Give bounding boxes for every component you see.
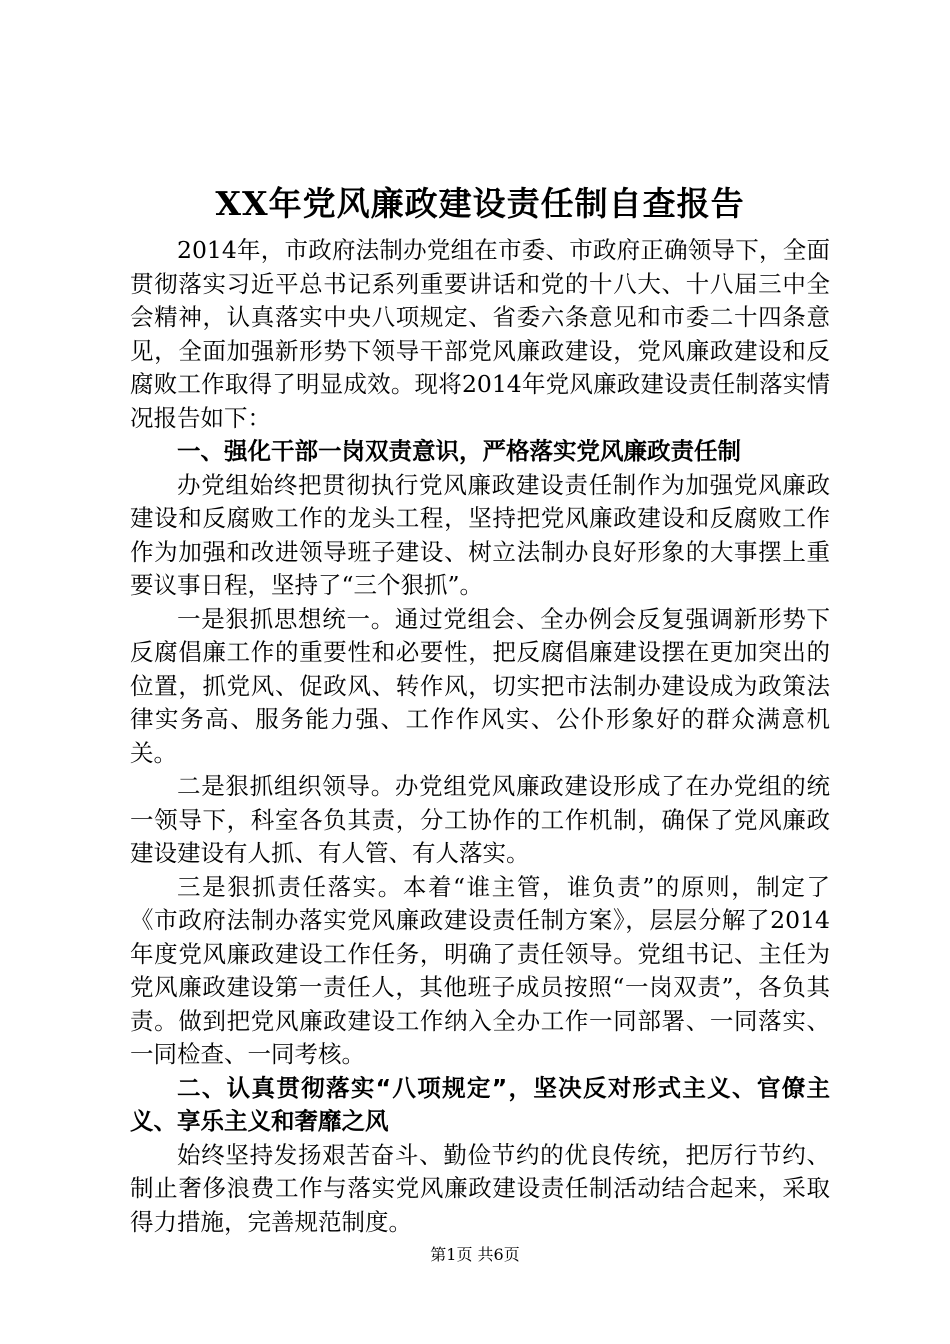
section-2-heading: 二、认真贯彻落实“八项规定”，坚决反对形式主义、官僚主义、享乐主义和奢靡之风 <box>130 1073 830 1135</box>
section-1-paragraph-2: 一是狠抓思想统一。通过党组会、全办例会反复强调新形势下反腐倡廉工作的重要性和必要性，把反腐倡廉建设摆在更加突出的位置，抓党风、促政风、转作风，切实把市法制办建设成为政策法律实务高、服务能力强、工作作风实、公仆形象好的群众满意机关。 <box>130 604 830 767</box>
section-1-paragraph-3: 二是狠抓组织领导。办党组党风廉政建设形成了在办党组的统一领导下，科室各负其责，分工协作的工作机制，确保了党风廉政建设建设有人抓、有人管、有人落实。 <box>130 772 830 867</box>
section-1-heading: 一、强化干部一岗双责意识，严格落实党风廉政责任制 <box>177 437 741 465</box>
section-1-paragraph-4: 三是狠抓责任落实。本着“谁主管，谁负责”的原则，制定了《市政府法制办落实党风廉政建设责任制方案》，层层分解了2014年度党风廉政建设工作任务，明确了责任领导。党组书记、主任为党风廉政建设第一责任人，其他班子成员按照“一岗双责”，各负其责。做到把党风廉政建设工作纳入全办工作一同部署、一同落实、一同检查、一同考核。 <box>130 872 830 1068</box>
page-footer: 第1页 共6页 <box>430 1245 520 1264</box>
document-page <box>130 178 830 1239</box>
document-title: XX年党风廉政建设责任制自查报告 <box>215 184 745 223</box>
section-1-paragraph-1: 办党组始终把贯彻执行党风廉政建设责任制作为加强党风廉政建设和反腐败工作的龙头工程，坚持把党风廉政建设和反腐败工作作为加强和改进领导班子建设、树立法制办良好形象的大事摆上重要议事日程，坚持了“三个狠抓”。 <box>130 470 830 599</box>
section-2-paragraph-1: 始终坚持发扬艰苦奋斗、勤俭节约的优良传统，把厉行节约、制止奢侈浪费工作与落实党风廉政建设责任制活动结合起来，采取得力措施，完善规范制度。 <box>130 1140 830 1236</box>
intro-paragraph: 2014年，市政府法制办党组在市委、市政府正确领导下，全面贯彻落实习近平总书记系列重要讲话和党的十八大、十八届三中全会精神，认真落实中央八项规定、省委六条意见和市委二十四条意见，全面加强新形势下领导干部党风廉政建设，党风廉政建设和反腐败工作取得了明显成效。现将2014年党风廉政建设责任制落实情况报告如下： <box>130 236 830 432</box>
